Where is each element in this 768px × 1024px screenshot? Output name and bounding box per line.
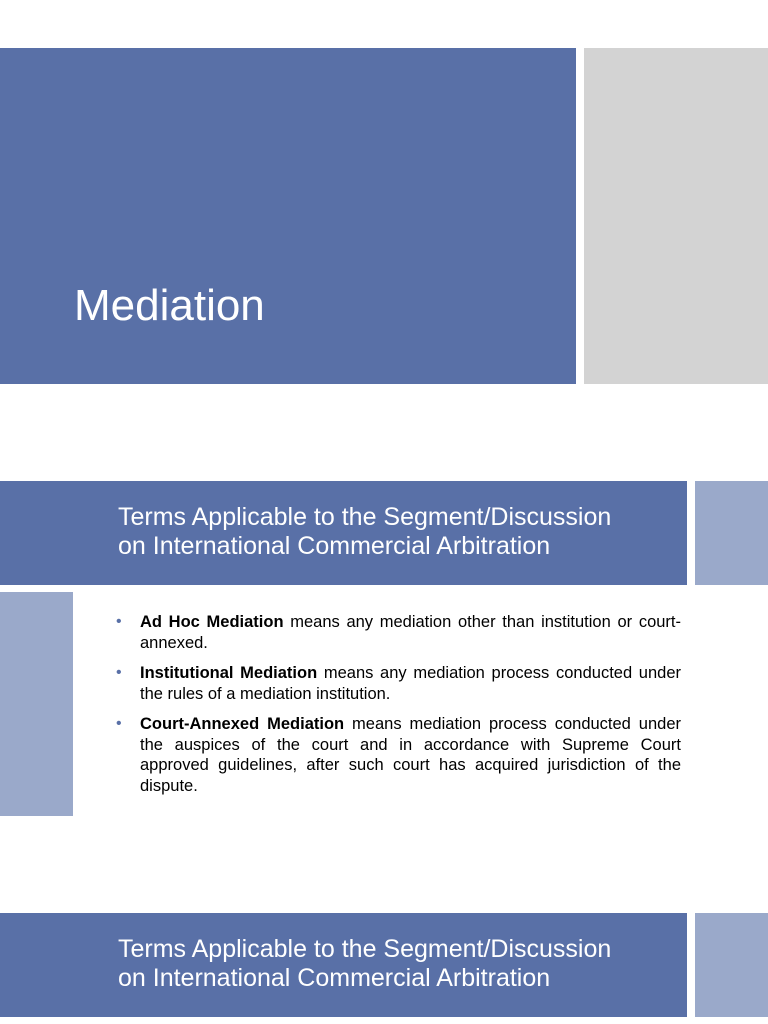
slide3-header-line2: on International Commercial Arbitration xyxy=(118,964,551,992)
definitions-list xyxy=(116,612,681,806)
list-item xyxy=(116,663,681,704)
slide-title: Mediation xyxy=(74,281,265,330)
bullet-icon: • xyxy=(116,613,122,630)
slide2-left-accent xyxy=(0,592,73,816)
slide2-header-bar xyxy=(0,481,687,585)
title-slide-side-panel xyxy=(584,48,768,384)
slide3-header-title xyxy=(118,935,678,993)
slide2-header-title xyxy=(118,503,678,561)
definition-term: Court-Annexed Mediation xyxy=(140,715,345,733)
definition-text: means mediation process conducted under the auspices of the court and in accordance with Supreme Court approved guidelines, after such court has acquired jurisdiction of the dispute. xyxy=(140,715,681,795)
title-slide-panel xyxy=(0,48,576,384)
slide2-header-side-block xyxy=(695,481,768,585)
slide2-header-line1: Terms Applicable to the Segment/Discussion xyxy=(118,503,612,531)
bullet-icon: • xyxy=(116,715,122,732)
slide2-header-line2: on International Commercial Arbitration xyxy=(118,532,551,560)
list-item xyxy=(116,612,681,653)
bullet-icon: • xyxy=(116,664,122,681)
definition-term: Institutional Mediation xyxy=(140,664,318,682)
definition-text: means any mediation process conducted under the rules of a mediation institution. xyxy=(140,664,682,703)
slide3-header-line1: Terms Applicable to the Segment/Discussion xyxy=(118,935,612,963)
slide3-header-side-block xyxy=(695,913,768,1017)
slide3-header-bar xyxy=(0,913,687,1017)
list-item xyxy=(116,714,681,796)
definition-text: means any mediation other than institution or court-annexed. xyxy=(140,613,681,652)
definition-term: Ad Hoc Mediation xyxy=(140,613,284,631)
